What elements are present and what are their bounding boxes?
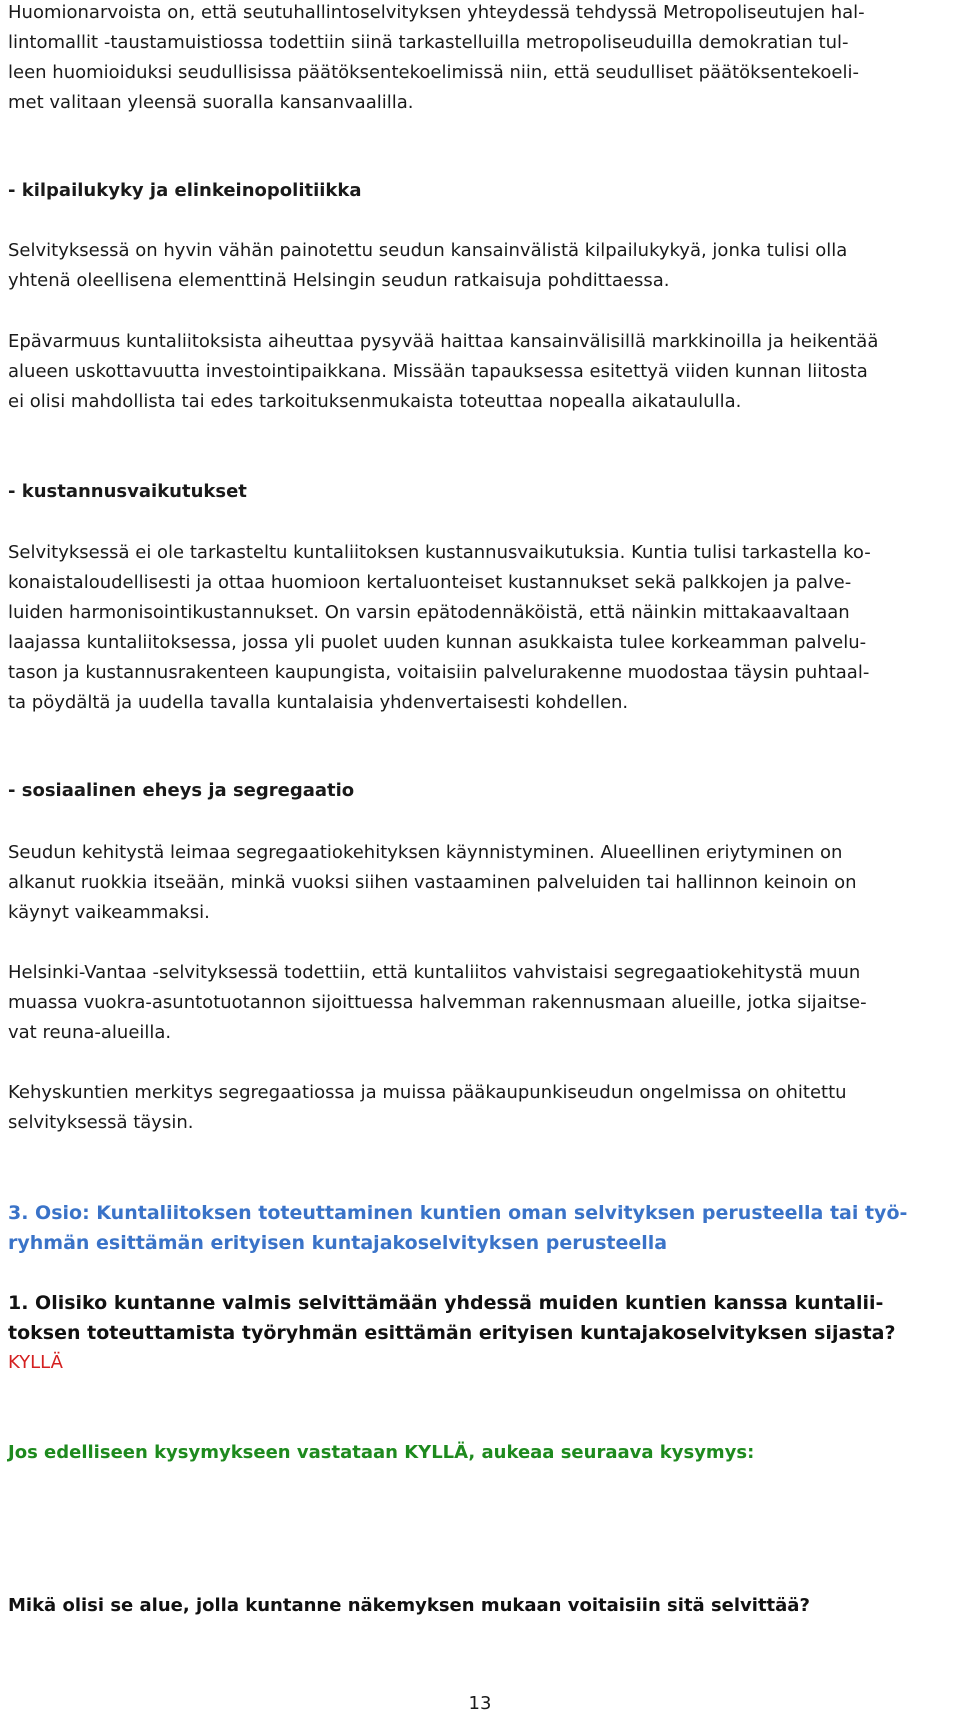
competitiveness-paragraph-1 <box>8 236 847 296</box>
segregation-paragraph-1 <box>8 838 857 928</box>
part-3-title <box>8 1198 907 1258</box>
competitiveness-paragraph-2 <box>8 327 878 417</box>
text-line: Huomionarvoista on, että seutuhallintoselvityksen yhteydessä tehdyssä Metropoliseutujen hal- <box>8 2 865 23</box>
question-line: toksen toteuttamista työryhmän esittämän erityisen kuntajakoselvityksen sijasta? <box>8 1322 896 1344</box>
text-line: selvityksessä täysin. <box>8 1112 194 1133</box>
text-line: luiden harmonisointikustannukset. On varsin epätodennäköistä, että näinkin mittakaavaltaan <box>8 602 850 623</box>
text-line: alueen uskottavuutta investointipaikkana. Missään tapauksessa esitettyä viiden kunnan liitosta <box>8 361 868 382</box>
text-line: ta pöydältä ja uudella tavalla kuntalaisia yhdenvertaisesti kohdellen. <box>8 692 629 713</box>
text-line: Helsinki-Vantaa -selvityksessä todettiin, että kuntaliitos vahvistaisi segregaatiokehitystä muun <box>8 962 861 983</box>
followup-note: Jos edelliseen kysymykseen vastataan KYLLÄ, aukeaa seuraava kysymys: <box>8 1442 755 1463</box>
title-line: ryhmän esittämän erityisen kuntajakoselvityksen perusteella <box>8 1232 668 1254</box>
text-line: leen huomioiduksi seudullisissa päätöksentekoelimissä niin, että seudulliset päätöksentekoeli- <box>8 62 859 83</box>
segregation-paragraph-3 <box>8 1078 847 1138</box>
text-line: Seudun kehitystä leimaa segregaatiokehityksen käynnistyminen. Alueellinen eriytyminen on <box>8 842 843 863</box>
segregation-paragraph-2 <box>8 958 867 1048</box>
text-line: vat reuna-alueilla. <box>8 1022 172 1043</box>
text-line: Kehyskuntien merkitys segregaatiossa ja muissa pääkaupunkiseudun ongelmissa on ohitettu <box>8 1082 847 1103</box>
text-line: lintomallit -taustamuistiossa todettiin siinä tarkastelluilla metropoliseuduilla demokratian tul- <box>8 32 849 53</box>
section-heading-segregation: - sosiaalinen eheys ja segregaatio <box>8 780 355 801</box>
costs-paragraph <box>8 538 871 718</box>
text-line: laajassa kuntaliitoksessa, jossa yli puolet uuden kunnan asukkaista tulee korkeamman palvelu- <box>8 632 867 653</box>
text-line: met valitaan yleensä suoralla kansanvaalilla. <box>8 92 414 113</box>
intro-paragraph <box>8 0 865 118</box>
text-line: konaistaloudellisesti ja ottaa huomioon kertaluonteiset kustannukset sekä palkkojen ja palve- <box>8 572 852 593</box>
title-line: 3. Osio: Kuntaliitoksen toteuttaminen kuntien oman selvityksen perusteella tai työ- <box>8 1202 908 1224</box>
question-line: 1. Olisiko kuntanne valmis selvittämään yhdessä muiden kuntien kanssa kuntalii- <box>8 1292 884 1314</box>
page-number: 13 <box>468 1693 492 1714</box>
text-line: muassa vuokra-asuntotuotannon sijoittuessa halvemman rakennusmaan alueille, jotka sijaitse- <box>8 992 867 1013</box>
section-heading-costs: - kustannusvaikutukset <box>8 481 247 502</box>
text-line: alkanut ruokkia itseään, minkä vuoksi siihen vastaaminen palveluiden tai hallinnon keinoin on <box>8 872 857 893</box>
question-1 <box>8 1288 896 1348</box>
text-line: Epävarmuus kuntaliitoksista aiheuttaa pysyvää haittaa kansainvälisillä markkinoilla ja heikentää <box>8 331 879 352</box>
answer-value: KYLLÄ <box>8 1352 63 1373</box>
text-line: käynyt vaikeammaksi. <box>8 902 210 923</box>
text-line: Selvityksessä ei ole tarkasteltu kuntaliitoksen kustannusvaikutuksia. Kuntia tulisi tarkastella ko- <box>8 542 871 563</box>
text-line: tason ja kustannusrakenteen kaupungista, voitaisiin palvelurakenne muodostaa täysin puhtaal- <box>8 662 870 683</box>
text-line: Selvityksessä on hyvin vähän painotettu seudun kansainvälistä kilpailukykyä, jonka tulisi olla <box>8 240 848 261</box>
section-heading-competitiveness: - kilpailukyky ja elinkeinopolitiikka <box>8 180 362 201</box>
question-2: Mikä olisi se alue, jolla kuntanne näkemyksen mukaan voitaisiin sitä selvittää? <box>8 1595 810 1616</box>
text-line: ei olisi mahdollista tai edes tarkoituksenmukaista toteuttaa nopealla aikataululla. <box>8 391 742 412</box>
text-line: yhtenä oleellisena elementtinä Helsingin seudun ratkaisuja pohdittaessa. <box>8 270 670 291</box>
